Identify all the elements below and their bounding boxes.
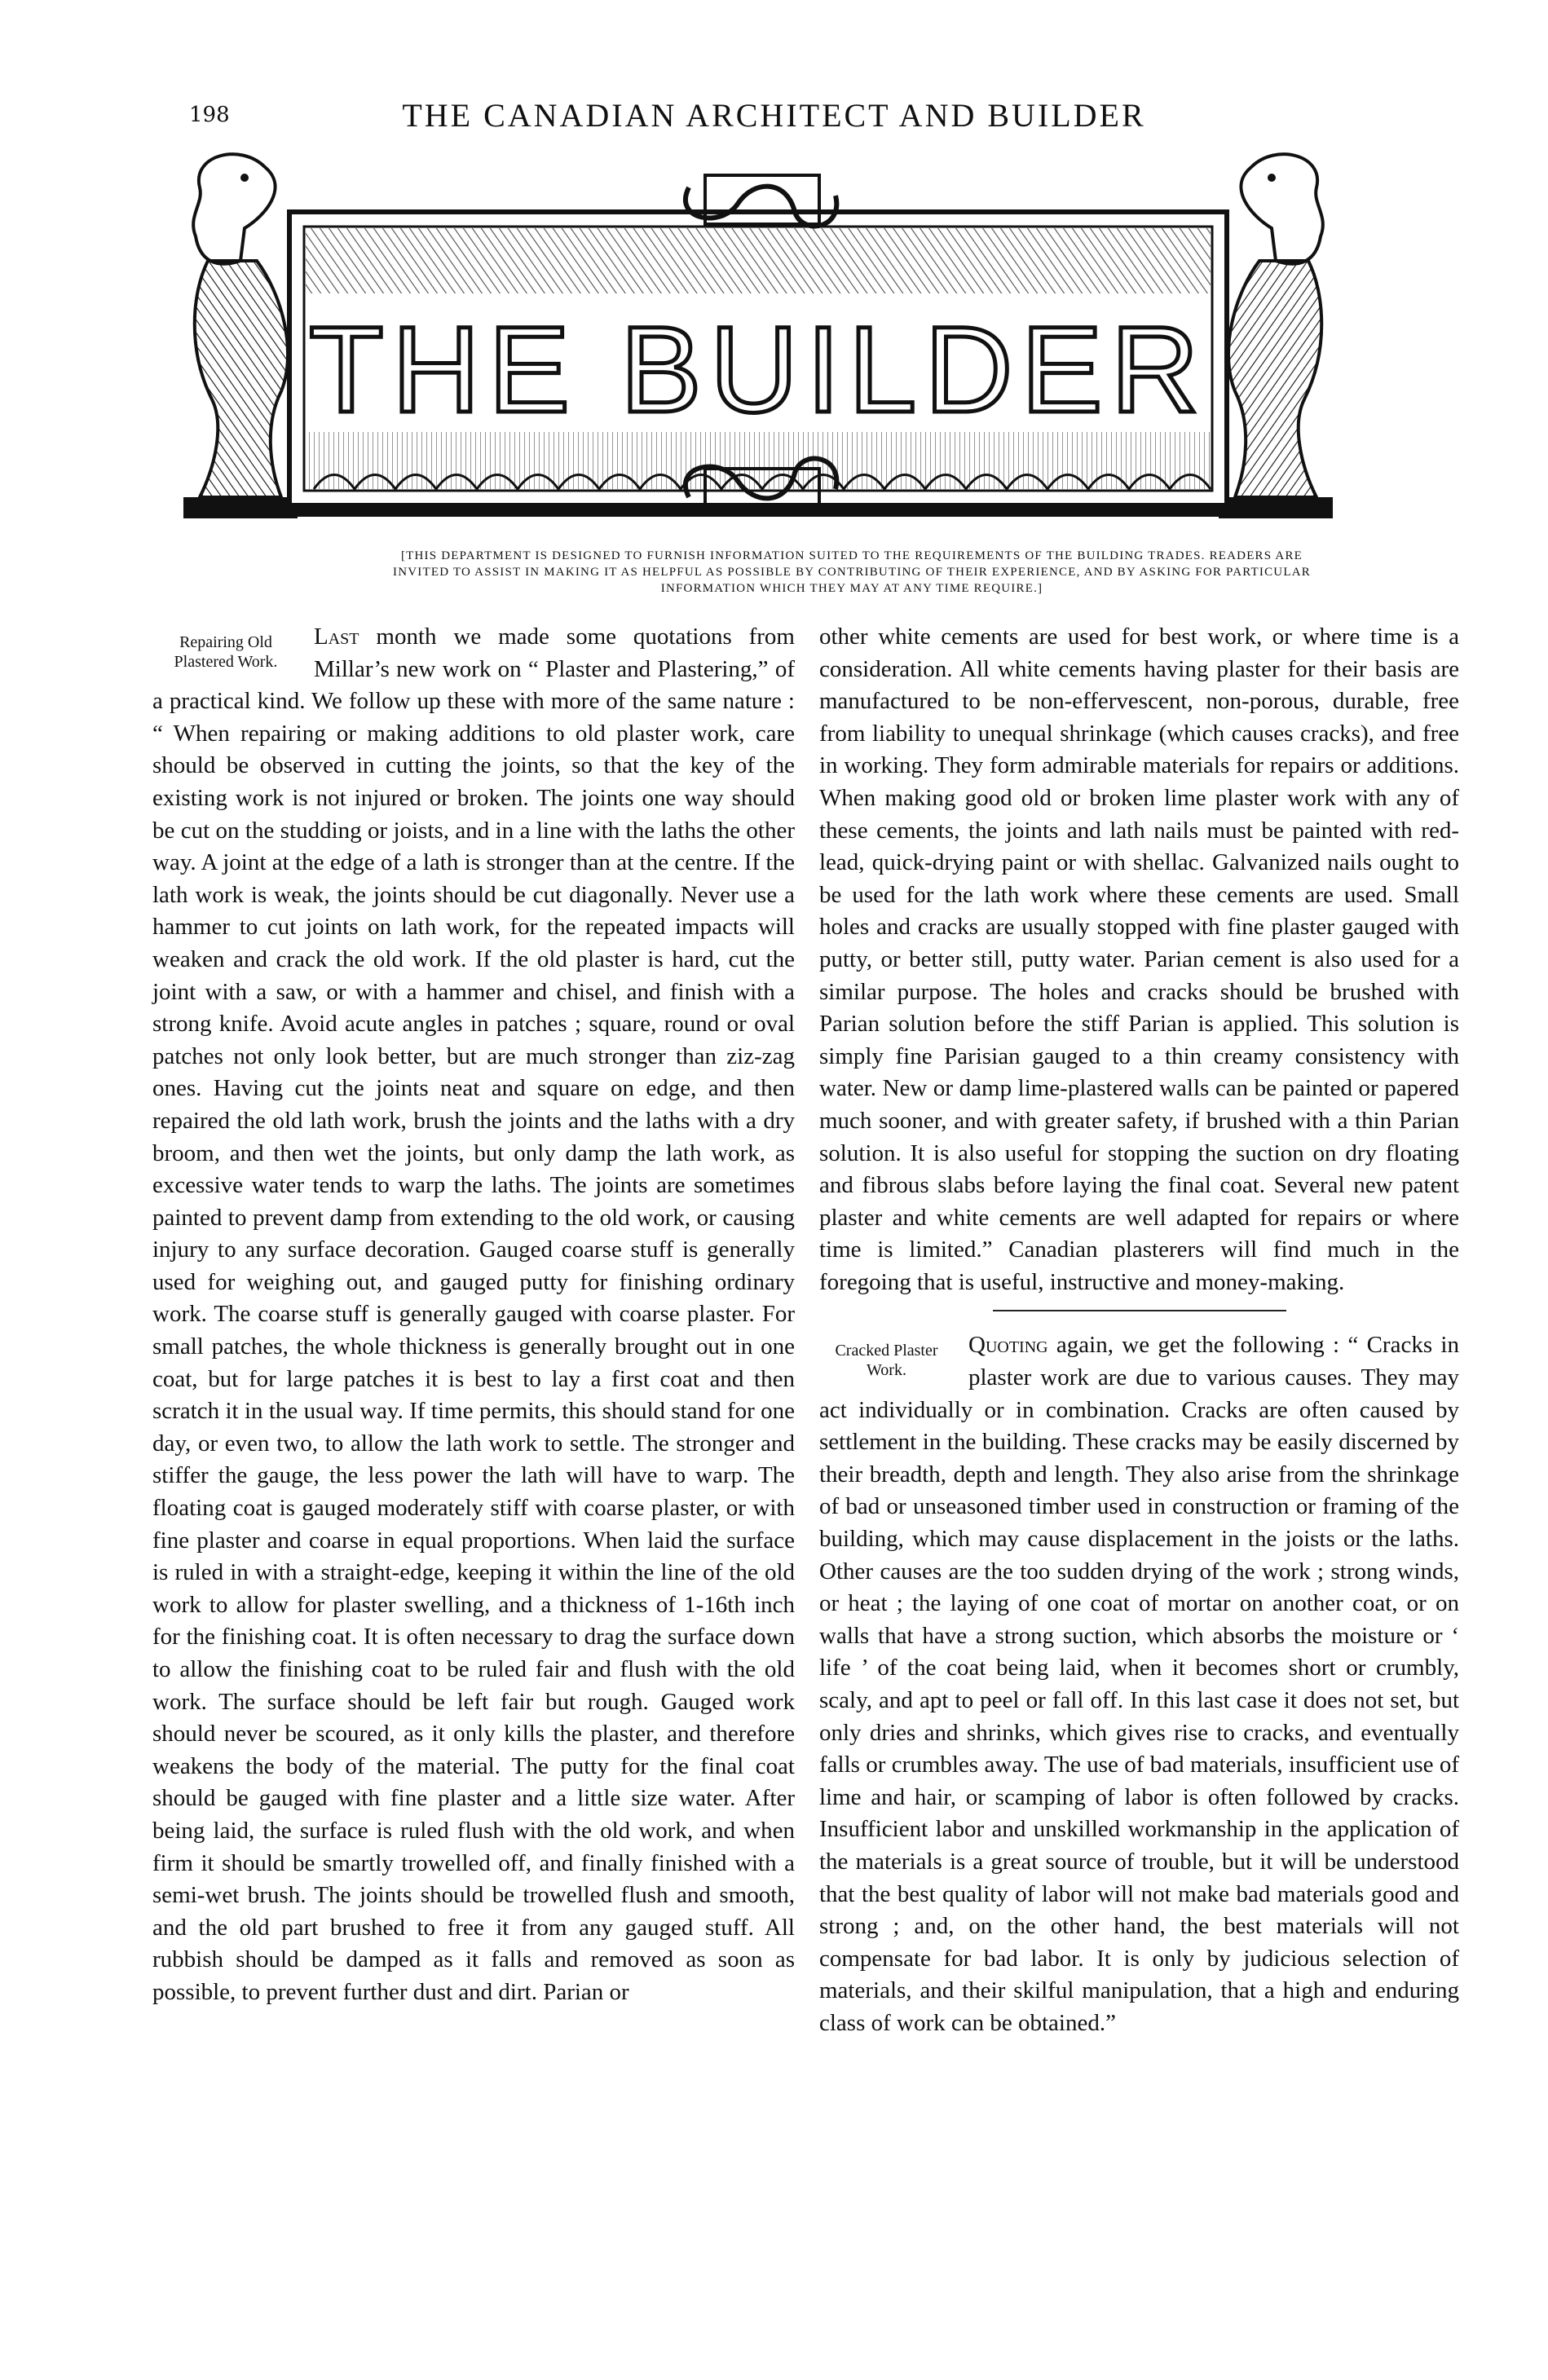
page-number: 198 [189,103,230,127]
running-title: THE CANADIAN ARCHITECT AND BUILDER [402,97,1146,134]
lead-word: Quoting [968,1332,1048,1359]
editor-note: [THIS DEPARTMENT IS DESIGNED TO FURNISH INFORMATION SUITED TO THE REQUIREMENTS OF THE BUILDING TRADES. READERS ARE INVITED TO ASSIST IN MAKING IT AS HELPFUL AS POSSIBLE BY CONTRIBUTING OF THEIR EXPERIENCE, AND BY ASKING FOR PARTICULAR INFORMATION WHICH THEY MAY AT ANY TIME REQUIRE.] [393,549,1311,595]
side-note-repairing: Repairing Old Plastered Work. [174,633,278,671]
article-cracked-body [819,1329,1459,2039]
side-note-cracked: Cracked Plaster Work. [835,1342,938,1380]
section-divider [993,1310,1286,1311]
article-repairing-continuation: other white cements are used for best work, or where time is a consideration. All white cements having plaster for their basis are manufactured to be non-effervescent, non-porous, durable, free from liability to unequal shrinkage (which causes cracks), and free in working. They form admirable materials for repairs or additions. When making good old or broken lime plaster work with any of these cements, the joints and lath nails must be painted with red-lead, quick-drying paint or with shellac. Galvanized nails ought to be used for the lath work where these cements are used. Small holes and cracks are usually stopped with fine plaster gauged with putty, or better still, putty water. Parian cement is also used for a similar purpose. The holes and cracks should be brushed with Parian solution before the stiff Parian is applied. This solution is simply fine Parisian gauged to a thin creamy consistency with water. New or damp lime-plastered walls can be painted or papered much sooner, and with greater safety, if brushed with a thin Parian solution. It is also useful for stopping the suction on dry floating and fibrous slabs before laying the final coat. Several new patent plaster and white cements are well adapted for repairs or where time is limited.” Canadian plasterers will find much in the foregoing that is useful, instructive and money-making. [819,624,1459,1295]
right-column [819,621,1459,2040]
right-lion-ornament [1219,154,1333,518]
banner-title: THE BUILDER [309,301,1207,438]
left-column [152,621,795,2009]
lead-word: Last [314,624,359,650]
article-text: again, we get the following : “ Cracks in plaster work are due to various causes. They may act individually or in combination. Cracks are often caused by settlement in the building. These cracks may be easily discerned by their breadth, depth and length. They also arise from the shrinkage of bad or unseasoned timber used in construction or framing of the building, which may cause displacement in the joists or the laths. Other causes are the too sudden drying of the work ; strong winds, or heat ; the laying of one coat of mortar on another coat, or on walls that have a strong suction, which absorbs the moisture or ‘ life ’ of the coat being laid, when it becomes short or crumbly, scaly, and apt to peel or fall off. In this last case it does not set, but only dries and shrinks, which gives rise to cracks, and eventually falls or crumbles away. The use of bad materials, insufficient use of lime and hair, or scamping of labor is often followed by cracks. Insufficient labor and unskilled workmanship in the application of the materials is a great source of trouble, but it will be understood that the best quality of labor will not make bad materials good and strong ; and, on the other hand, the best materials will not compensate for bad labor. It is only by judicious selection of materials, and their skilful manipulation, that a high and enduring class of work can be obtained.” [819,1332,1459,2036]
left-lion-ornament [183,154,298,518]
article-repairing-body [152,621,795,2009]
article-text: month we made some quotations from Millar’s new work on “ Plaster and Plastering,” of a practical kind. We follow up these with more of the same nature : “ When repairing or making additions to old plaster work, care should be observed in cutting the joints, so that the key of the existing work is not injured or broken. The joints one way should be cut on the studding or joists, and in a line with the laths the other way. A joint at the edge of a lath is stronger than at the centre. If the lath work is weak, the joints should be cut diagonally. Never use a hammer to cut joints on lath work, for the repeated impacts will weaken and crack the old work. If the old plaster is hard, cut the joint with a saw, or with a hammer and chisel, and finish with a strong knife. Avoid acute angles in patches ; square, round or oval patches not only look better, but are much stronger than ziz-zag ones. Having cut the joints neat and square on edge, and then repaired the old lath work, brush the joints and the laths with a dry broom, and then wet the joints, but only damp the lath work, as excessive water tends to warp the laths. The joints are sometimes painted to prevent damp from extending to the old work, or causing injury to any surface decoration. Gauged coarse stuff is generally used for weighing out, and gauged putty for finishing ordinary work. The coarse stuff is generally gauged with coarse plaster. For small patches, the whole thickness is generally brought out in one coat, but for large patches it is best to lay a first coat and then scratch it in the usual way. If time permits, this should stand for one day, or even two, to allow the lath work to settle. The stronger and stiffer the gauge, the less power the lath will have to warp. The floating coat is gauged moderately stiff with coarse plaster, or with fine plaster and coarse in equal proportions. When laid the surface is ruled in with a straight-edge, keeping it within the line of the old work to allow for plaster swelling, and a thickness of 1-16th inch for the finishing coat. It is often necessary to drag the surface down to allow the finishing coat to be ruled fair and flush with the old work. The surface should be left fair but rough. Gauged work should never be scoured, as it only kills the plaster, and therefore weakens the body of the material. The putty for the final coat should be gauged with fine plaster and a little size water. After being laid, the surface is ruled flush with the old work, and when firm it should be smartly trowelled off, and finally finished with a semi-wet brush. The joints should be trowelled flush and smooth, and the old part brushed to free it from any gauged stuff. All rubbish should be damped as it falls and removed as soon as possible, to prevent further dust and dirt. Parian or [152,624,795,2005]
builder-banner-illustration [167,139,1349,546]
